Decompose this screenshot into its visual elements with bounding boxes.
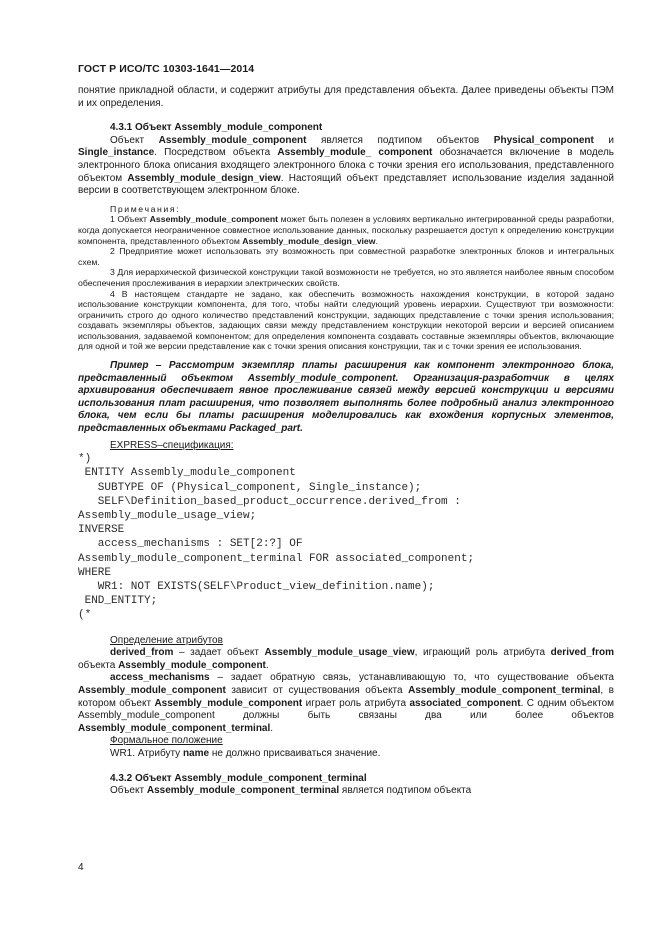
code-line: Assembly_module_component_terminal FOR associated_component;: [78, 552, 475, 565]
code-line: SELF\Definition_based_product_occurrence.derived_from :: [78, 495, 461, 508]
attribute-derived-from: derived_from – задает объект Assembly_module_usage_view, играющий роль атрибута derived_from объекта Assembly_module_component.: [78, 647, 614, 671]
note-4: 4 В настоящем стандарте не задано, как обеспечить возможность нахождения конструкции, в которой задано использование конструкции компонента, для того, чтобы найти следующий уровень иерархии. Существуют три возможности: ограничить строго до одного количество представлений конструкции, задающих представление с точки зрения использования; создавать экземпляры объектов, задающих связи между представлением конструкции некоторой версии и версией описанием использования, задаваемой компонентом; для определения компонента создавать составные экземпляры объектов, включающие для одной и той же версии представление как с точки зрения описания конструкции, так и с точки зрения ее использования.: [78, 288, 614, 352]
code-line: SUBTYPE OF (Physical_component, Single_instance);: [78, 481, 422, 494]
express-spec-label: EXPRESS–спецификация:: [110, 439, 234, 451]
code-line: INVERSE: [78, 524, 125, 537]
section-heading-432: 4.3.2 Объект Assembly_module_component_terminal: [110, 772, 367, 784]
section-432-paragraph: Объект Assembly_module_component_terminal является подтипом объекта: [110, 785, 472, 797]
code-line: Assembly_module_usage_view;: [78, 510, 257, 523]
formal-statement-wr1: WR1. Атрибуту name не должно присваиваться значение.: [110, 748, 381, 759]
intro-paragraph: понятие прикладной области, и содержит атрибуты для представления объекта. Далее приведены объекты ПЭМ и их определения.: [78, 85, 614, 109]
code-line: WHERE: [78, 566, 112, 579]
attributes-label: Определение атрибутов: [110, 634, 223, 646]
document-header: ГОСТ Р ИСО/ТС 10303-1641—2014: [78, 63, 255, 75]
note-3: 3 Для иерархической физической конструкции такой возможности не требуется, но это является наиболее явным способом обеспечения прослеживания в иерархии электрических свойств.: [78, 267, 614, 288]
code-line: ENTITY Assembly_module_component: [78, 467, 296, 480]
attribute-access-mechanisms: access_mechanisms – задает обратную связь, устанавливающую то, что существование объекта Assembly_module_component зависит от существования объекта Assembly_module_component_terminal, в котором объект Assembly_module_component играет роль атрибута associated_component. С одним объектом Assembly_module_component должны быть связаны два или более объектов Assembly_module_component_terminal.: [78, 672, 615, 734]
notes-label: Примечания:: [110, 203, 181, 214]
code-line: END_ENTITY;: [78, 595, 158, 608]
code-line: *): [78, 453, 92, 466]
note-2: 2 Предприятие может использовать эту возможность при совместной разработке электронных блоков и интегральных схем.: [78, 246, 614, 267]
section-431-paragraph: Объект Assembly_module_component является подтипом объектов Physical_component и Single_instance. Посредством объекта Assembly_module_ component обозначается включение в модель электронного блока описания входящего электронного блока с точки зрения его использования, представленного объектом Assembly_module_design_view. Настоящий объект представляет использование изделия заданной версии в соответствующем электронном блоке.: [78, 134, 614, 197]
express-code-block: [78, 452, 614, 622]
page-content: [78, 85, 614, 798]
note-1: 1 Объект Assembly_module_component может быть полезен в условиях вертикально интегрированной среды разработки, когда допускается неограниченное совместное использование данных, поскольку разрешается доступ к определению конструкции компонента, представленного объектом Assembly_module_design_view.: [78, 214, 614, 246]
formal-statement-label: Формальное положение: [110, 735, 223, 747]
code-line: WR1: NOT EXISTS(SELF\Product_view_definition.name);: [78, 581, 435, 594]
code-line: access_mechanisms : SET[2:?] OF: [78, 538, 303, 551]
page-number: 4: [78, 862, 84, 873]
example-paragraph: Пример – Рассмотрим экземпляр платы расширения как компонент электронного блока, представленный объектом Assembly_module_component. Организация-разработчик в целях архивирования обеспечивает явное прослеживание связей между версией конструкции и версиями использования плат расширения, что позволяет выполнять более подробный анализ электронного блока, чем если бы платы расширения моделировались как вхождения корпусных элементов, представленных объектами Packaged_part.: [78, 360, 614, 435]
section-heading-431: 4.3.1 Объект Assembly_module_component: [110, 122, 323, 134]
code-line: (*: [78, 609, 92, 622]
